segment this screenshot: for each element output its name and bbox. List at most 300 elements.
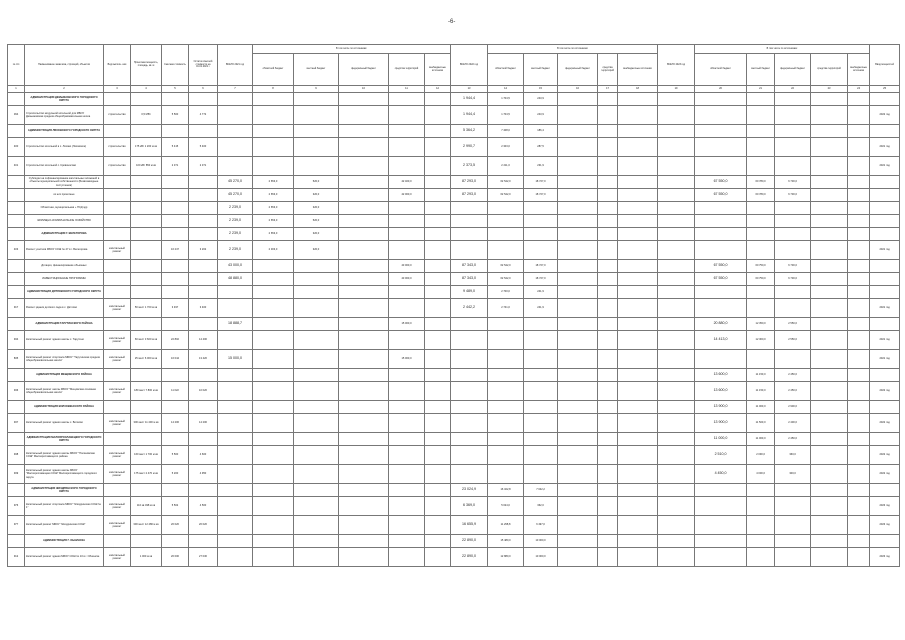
table-row bbox=[8, 497, 900, 516]
table-cell bbox=[451, 241, 488, 260]
table-cell bbox=[598, 516, 618, 535]
table-cell: 5 400 bbox=[189, 138, 218, 157]
table-cell: 241,9 bbox=[524, 286, 558, 299]
table-cell: 23 024,9 bbox=[451, 484, 488, 497]
table-cell bbox=[218, 125, 253, 138]
table-cell bbox=[8, 176, 25, 189]
table-cell bbox=[451, 414, 488, 433]
table-cell bbox=[425, 497, 451, 516]
table-cell bbox=[425, 414, 451, 433]
table-cell: 4 450,0 bbox=[695, 465, 747, 484]
table-cell: 18 727,0 bbox=[524, 176, 558, 189]
cell-name: Капитальный ремонт МБОУ "Жиздринская СОШ" bbox=[25, 516, 104, 535]
table-cell bbox=[658, 202, 695, 215]
table-cell bbox=[658, 350, 695, 369]
table-cell: 3 400 bbox=[189, 299, 218, 318]
cell-name: АДМИНИСТРАЦИЯ МАЛОЯРОСЛАВЕЦКОГО ГОРОДСКОГО ОКРУГА bbox=[25, 433, 104, 446]
table-cell: 287,5 bbox=[524, 138, 558, 157]
table-cell bbox=[253, 446, 294, 465]
table-cell: 18 727,0 bbox=[524, 260, 558, 273]
table-cell bbox=[294, 273, 339, 286]
table-cell bbox=[162, 273, 189, 286]
table-cell: 2 303,0 bbox=[253, 241, 294, 260]
table-cell bbox=[870, 318, 900, 331]
table-cell bbox=[848, 465, 870, 484]
table-cell bbox=[848, 157, 870, 176]
table-cell: 60 780,0 bbox=[747, 176, 775, 189]
table-cell bbox=[524, 350, 558, 369]
table-row bbox=[8, 299, 900, 318]
column-number: 12 bbox=[425, 86, 451, 93]
header-total-2021: ВСЕГО 2021 год bbox=[218, 45, 253, 86]
table-cell bbox=[488, 446, 524, 465]
table-cell: 6 730,0 bbox=[775, 176, 811, 189]
table-cell bbox=[598, 535, 618, 548]
table-cell bbox=[848, 299, 870, 318]
table-cell bbox=[189, 202, 218, 215]
header-source-src2022-3: средства территорий bbox=[598, 54, 618, 86]
table-cell: 7 042,2 bbox=[524, 484, 558, 497]
table-cell: 13 420 bbox=[189, 350, 218, 369]
table-cell bbox=[253, 548, 294, 567]
table-cell: 43 000,0 bbox=[389, 260, 425, 273]
cell-name: Ремонт здания детского сада в с. Дятлово bbox=[25, 299, 104, 318]
table-cell: 6 730,0 bbox=[775, 189, 811, 202]
table-cell: 4 772 bbox=[189, 106, 218, 125]
table-cell bbox=[811, 414, 848, 433]
table-cell bbox=[451, 228, 488, 241]
table-cell bbox=[524, 202, 558, 215]
table-row bbox=[8, 414, 900, 433]
table-cell bbox=[162, 176, 189, 189]
table-cell: 45 270,0 bbox=[218, 176, 253, 189]
table-cell bbox=[870, 228, 900, 241]
table-cell: 912 bbox=[8, 548, 25, 567]
table-cell bbox=[488, 228, 524, 241]
table-cell bbox=[598, 369, 618, 382]
table-cell bbox=[524, 465, 558, 484]
column-number: 4 bbox=[131, 86, 162, 93]
table-cell bbox=[524, 446, 558, 465]
table-cell: 20 020 bbox=[189, 516, 218, 535]
table-cell bbox=[598, 241, 618, 260]
table-cell: 87 343,0 bbox=[451, 260, 488, 273]
table-cell bbox=[658, 433, 695, 446]
table-cell: 300 мест 11 400 м кв bbox=[131, 414, 162, 433]
table-cell bbox=[253, 414, 294, 433]
table-cell bbox=[218, 535, 253, 548]
table-cell bbox=[294, 138, 339, 157]
table-cell bbox=[131, 535, 162, 548]
table-row bbox=[8, 350, 900, 369]
table-cell bbox=[162, 189, 189, 202]
table-cell bbox=[218, 331, 253, 350]
budget-table bbox=[7, 44, 900, 567]
table-cell bbox=[425, 516, 451, 535]
table-cell bbox=[189, 484, 218, 497]
table-cell: 18 888,7 bbox=[218, 318, 253, 331]
table-cell bbox=[189, 228, 218, 241]
column-number: 6 bbox=[189, 86, 218, 93]
table-cell bbox=[618, 260, 658, 273]
column-number: 18 bbox=[618, 86, 658, 93]
table-cell: 401 bbox=[8, 157, 25, 176]
table-cell: 300 мест 12 480 м кв bbox=[131, 516, 162, 535]
table-cell: 11 298,8 bbox=[488, 516, 524, 535]
table-cell bbox=[488, 215, 524, 228]
cell-name: Капитальный ремонт школы МБОУ "Мещовская основная общеобразовательная школа" bbox=[25, 382, 104, 401]
table-cell bbox=[848, 414, 870, 433]
table-cell bbox=[8, 189, 25, 202]
header-no: № п/п bbox=[8, 45, 25, 86]
table-cell: 243,9 bbox=[524, 93, 558, 106]
table-cell bbox=[848, 535, 870, 548]
table-cell: 87 343,0 bbox=[451, 273, 488, 286]
table-cell bbox=[218, 401, 253, 414]
table-row bbox=[8, 446, 900, 465]
table-cell: 2022 год bbox=[870, 382, 900, 401]
table-cell: 11 500,0 bbox=[747, 414, 775, 433]
table-cell bbox=[253, 260, 294, 273]
table-cell bbox=[218, 414, 253, 433]
table-cell bbox=[811, 273, 848, 286]
table-cell bbox=[294, 535, 339, 548]
table-cell: 2022 год bbox=[870, 106, 900, 125]
table-cell bbox=[811, 286, 848, 299]
table-cell bbox=[811, 382, 848, 401]
table-cell bbox=[848, 484, 870, 497]
table-cell bbox=[695, 516, 747, 535]
table-cell bbox=[618, 273, 658, 286]
table-cell bbox=[389, 157, 425, 176]
table-cell: 2 239,0 bbox=[218, 202, 253, 215]
table-cell bbox=[218, 484, 253, 497]
table-cell bbox=[811, 138, 848, 157]
column-number: 10 bbox=[339, 86, 389, 93]
cell-name: АДМИНИСТРАЦИЯ Г. ВЕЛЕГОРОВА bbox=[25, 228, 104, 241]
table-cell bbox=[747, 548, 775, 567]
table-cell bbox=[425, 202, 451, 215]
table-cell: 520,0 bbox=[294, 215, 339, 228]
table-cell: капитальный ремонт bbox=[104, 350, 131, 369]
table-cell bbox=[524, 331, 558, 350]
table-cell: 48 880,0 bbox=[218, 273, 253, 286]
table-cell: 1 944,4 bbox=[451, 106, 488, 125]
table-cell bbox=[8, 535, 25, 548]
table-cell bbox=[848, 228, 870, 241]
table-cell bbox=[131, 401, 162, 414]
table-cell bbox=[870, 189, 900, 202]
table-cell bbox=[558, 497, 598, 516]
table-cell bbox=[598, 202, 618, 215]
header-source-src2023-0: областной бюджет bbox=[695, 54, 747, 86]
table-cell: 2 900,0 bbox=[775, 401, 811, 414]
table-cell bbox=[618, 331, 658, 350]
table-cell bbox=[218, 446, 253, 465]
table-cell: 320,0 bbox=[294, 241, 339, 260]
table-cell: 5 500 bbox=[162, 106, 189, 125]
table-row-section bbox=[8, 228, 900, 241]
cell-name: АДМИНИСТРАЦИЯ ДЕМЬЯНОВСКОГО ГОРОДСКОГО ОКРУГА bbox=[25, 93, 104, 106]
table-cell bbox=[598, 189, 618, 202]
table-cell: 10 000,0 bbox=[524, 535, 558, 548]
table-cell bbox=[658, 241, 695, 260]
table-cell: 5 024,0 bbox=[488, 497, 524, 516]
table-cell bbox=[189, 273, 218, 286]
table-cell: 938 bbox=[8, 446, 25, 465]
table-cell: 100 кВт 850 м кв bbox=[131, 157, 162, 176]
table-cell bbox=[218, 138, 253, 157]
table-cell bbox=[618, 414, 658, 433]
table-cell: 60 780,0 bbox=[747, 189, 775, 202]
table-cell: капитальный ремонт bbox=[104, 446, 131, 465]
table-cell bbox=[104, 215, 131, 228]
table-cell bbox=[104, 273, 131, 286]
table-cell bbox=[253, 318, 294, 331]
table-cell bbox=[253, 465, 294, 484]
table-cell bbox=[131, 318, 162, 331]
table-cell bbox=[658, 382, 695, 401]
table-cell bbox=[162, 125, 189, 138]
table-row bbox=[8, 157, 900, 176]
table-cell bbox=[618, 228, 658, 241]
table-cell bbox=[425, 106, 451, 125]
table-cell bbox=[618, 401, 658, 414]
table-cell: 60 750,0 bbox=[747, 260, 775, 273]
table-cell bbox=[389, 446, 425, 465]
table-cell bbox=[425, 369, 451, 382]
table-cell bbox=[811, 157, 848, 176]
table-cell bbox=[558, 331, 598, 350]
table-row-section bbox=[8, 125, 900, 138]
table-cell: 20 000 bbox=[162, 548, 189, 567]
table-cell bbox=[558, 125, 598, 138]
table-cell bbox=[294, 106, 339, 125]
table-cell bbox=[488, 318, 524, 331]
table-row bbox=[8, 382, 900, 401]
table-cell: 13 600,0 bbox=[695, 369, 747, 382]
table-cell bbox=[598, 176, 618, 189]
table-cell: 2 442,2 bbox=[451, 299, 488, 318]
table-cell: 22 802 bbox=[162, 331, 189, 350]
table-cell bbox=[695, 299, 747, 318]
cell-name: АДМИНИСТРАЦИЯ ВОЛХОВЕНСКОГО РАЙОНА bbox=[25, 401, 104, 414]
table-cell bbox=[558, 414, 598, 433]
table-cell: 0,5 МВт bbox=[131, 106, 162, 125]
table-cell: 9 489,0 bbox=[451, 286, 488, 299]
table-cell bbox=[451, 382, 488, 401]
table-row-subsection bbox=[8, 273, 900, 286]
header-source-src2022-0: областной бюджет bbox=[488, 54, 524, 86]
table-cell bbox=[848, 273, 870, 286]
table-cell bbox=[189, 189, 218, 202]
table-cell: капитальный ремонт bbox=[104, 382, 131, 401]
table-cell bbox=[848, 548, 870, 567]
table-cell: 1 704,5 bbox=[488, 93, 524, 106]
table-cell: 14 400 bbox=[189, 331, 218, 350]
table-cell bbox=[389, 516, 425, 535]
table-cell bbox=[618, 433, 658, 446]
table-cell bbox=[339, 93, 389, 106]
column-number: 13 bbox=[451, 86, 488, 93]
table-cell bbox=[558, 93, 598, 106]
table-cell bbox=[598, 465, 618, 484]
table-cell bbox=[658, 273, 695, 286]
table-cell bbox=[558, 401, 598, 414]
table-cell: 11 000,0 bbox=[747, 401, 775, 414]
table-cell bbox=[695, 548, 747, 567]
table-cell: 14 200 bbox=[189, 414, 218, 433]
table-cell: 4 950 bbox=[189, 465, 218, 484]
table-cell bbox=[618, 189, 658, 202]
table-cell: 400 bbox=[8, 138, 25, 157]
table-cell: 5 200 bbox=[162, 465, 189, 484]
table-cell bbox=[848, 433, 870, 446]
table-cell bbox=[598, 299, 618, 318]
table-cell bbox=[8, 369, 25, 382]
table-cell bbox=[162, 535, 189, 548]
table-cell bbox=[658, 157, 695, 176]
table-cell bbox=[8, 484, 25, 497]
table-cell bbox=[8, 318, 25, 331]
table-cell: 15 000,0 bbox=[218, 350, 253, 369]
table-cell bbox=[8, 273, 25, 286]
table-cell: 937 bbox=[8, 414, 25, 433]
table-cell bbox=[618, 299, 658, 318]
cell-name: Капитальный ремонт здания школы с. Волхово bbox=[25, 414, 104, 433]
table-cell bbox=[848, 215, 870, 228]
table-cell: 87 293,0 bbox=[451, 189, 488, 202]
column-number: 25 bbox=[870, 86, 900, 93]
table-cell bbox=[524, 228, 558, 241]
table-cell bbox=[189, 318, 218, 331]
table-cell bbox=[425, 273, 451, 286]
table-cell bbox=[747, 484, 775, 497]
table-cell bbox=[189, 433, 218, 446]
table-cell bbox=[218, 433, 253, 446]
table-cell: 2 239,0 bbox=[218, 241, 253, 260]
table-cell bbox=[131, 369, 162, 382]
table-cell bbox=[658, 138, 695, 157]
table-cell bbox=[811, 176, 848, 189]
table-cell bbox=[451, 433, 488, 446]
table-cell bbox=[218, 93, 253, 106]
table-cell bbox=[425, 125, 451, 138]
table-cell: 2 371 bbox=[162, 157, 189, 176]
table-cell: 11 150,0 bbox=[747, 369, 775, 382]
table-cell bbox=[389, 215, 425, 228]
table-cell bbox=[162, 215, 189, 228]
table-cell bbox=[658, 93, 695, 106]
table-cell bbox=[189, 401, 218, 414]
table-cell bbox=[104, 369, 131, 382]
table-cell: строительство bbox=[104, 138, 131, 157]
table-cell bbox=[870, 401, 900, 414]
table-cell bbox=[8, 260, 25, 273]
table-cell bbox=[848, 318, 870, 331]
table-cell: 15 000,0 bbox=[389, 318, 425, 331]
table-cell bbox=[425, 318, 451, 331]
table-cell bbox=[339, 215, 389, 228]
table-row-subsection bbox=[8, 215, 900, 228]
table-cell bbox=[558, 484, 598, 497]
table-cell bbox=[598, 446, 618, 465]
table-cell: 2023 год bbox=[870, 516, 900, 535]
table-cell bbox=[253, 369, 294, 382]
table-cell bbox=[558, 202, 598, 215]
table-cell: 231,9 bbox=[524, 157, 558, 176]
table-cell bbox=[339, 401, 389, 414]
table-cell: 2 239,0 bbox=[218, 215, 253, 228]
column-number: 9 bbox=[294, 86, 339, 93]
table-cell bbox=[339, 273, 389, 286]
table-cell bbox=[811, 202, 848, 215]
table-cell: 977 bbox=[8, 516, 25, 535]
table-cell bbox=[339, 548, 389, 567]
table-cell: 520,0 bbox=[294, 176, 339, 189]
table-cell bbox=[339, 106, 389, 125]
cell-name: АДМИНИСТРАЦИЯ ДЯТЛОВСКОГО ГОРОДСКОГО ОКРУГА bbox=[25, 286, 104, 299]
table-cell: 16 044 bbox=[162, 350, 189, 369]
table-cell bbox=[189, 260, 218, 273]
header-group-2022: В том числе по источникам: bbox=[488, 45, 658, 54]
table-cell: 2 653,0 bbox=[253, 228, 294, 241]
table-cell bbox=[425, 484, 451, 497]
table-cell bbox=[294, 497, 339, 516]
table-cell bbox=[339, 228, 389, 241]
table-cell bbox=[253, 382, 294, 401]
table-cell bbox=[524, 369, 558, 382]
table-cell bbox=[658, 215, 695, 228]
table-cell bbox=[811, 535, 848, 548]
table-cell bbox=[870, 433, 900, 446]
header-source-src2022-1: местный бюджет bbox=[524, 54, 558, 86]
header-remaining: Остаток сметной стоимости на 01.01.2021 г. bbox=[189, 45, 218, 86]
table-cell bbox=[658, 228, 695, 241]
table-cell bbox=[451, 215, 488, 228]
table-cell bbox=[189, 286, 218, 299]
table-cell bbox=[618, 382, 658, 401]
table-cell bbox=[218, 548, 253, 567]
table-cell bbox=[253, 273, 294, 286]
table-cell bbox=[389, 535, 425, 548]
table-cell bbox=[658, 125, 695, 138]
table-cell bbox=[253, 299, 294, 318]
table-cell: 18 727,0 bbox=[524, 273, 558, 286]
table-cell bbox=[425, 465, 451, 484]
table-cell bbox=[811, 497, 848, 516]
table-cell bbox=[618, 497, 658, 516]
table-cell bbox=[618, 484, 658, 497]
table-cell bbox=[218, 497, 253, 516]
header-total-2023: ВСЕГО 2023 год bbox=[658, 45, 695, 86]
table-row bbox=[8, 331, 900, 350]
column-number: 2 bbox=[25, 86, 104, 93]
table-cell bbox=[618, 215, 658, 228]
table-cell bbox=[848, 202, 870, 215]
header-source-src2021-3: средства территорий bbox=[389, 54, 425, 86]
header-cost: Сметная стоимость bbox=[162, 45, 189, 86]
table-cell bbox=[104, 318, 131, 331]
table-cell: 4 000,0 bbox=[747, 465, 775, 484]
table-cell: 20 020 bbox=[162, 516, 189, 535]
table-cell bbox=[189, 93, 218, 106]
table-cell bbox=[811, 299, 848, 318]
table-cell bbox=[488, 369, 524, 382]
table-cell: 67 550,0 bbox=[695, 176, 747, 189]
table-cell bbox=[339, 286, 389, 299]
table-cell bbox=[389, 331, 425, 350]
